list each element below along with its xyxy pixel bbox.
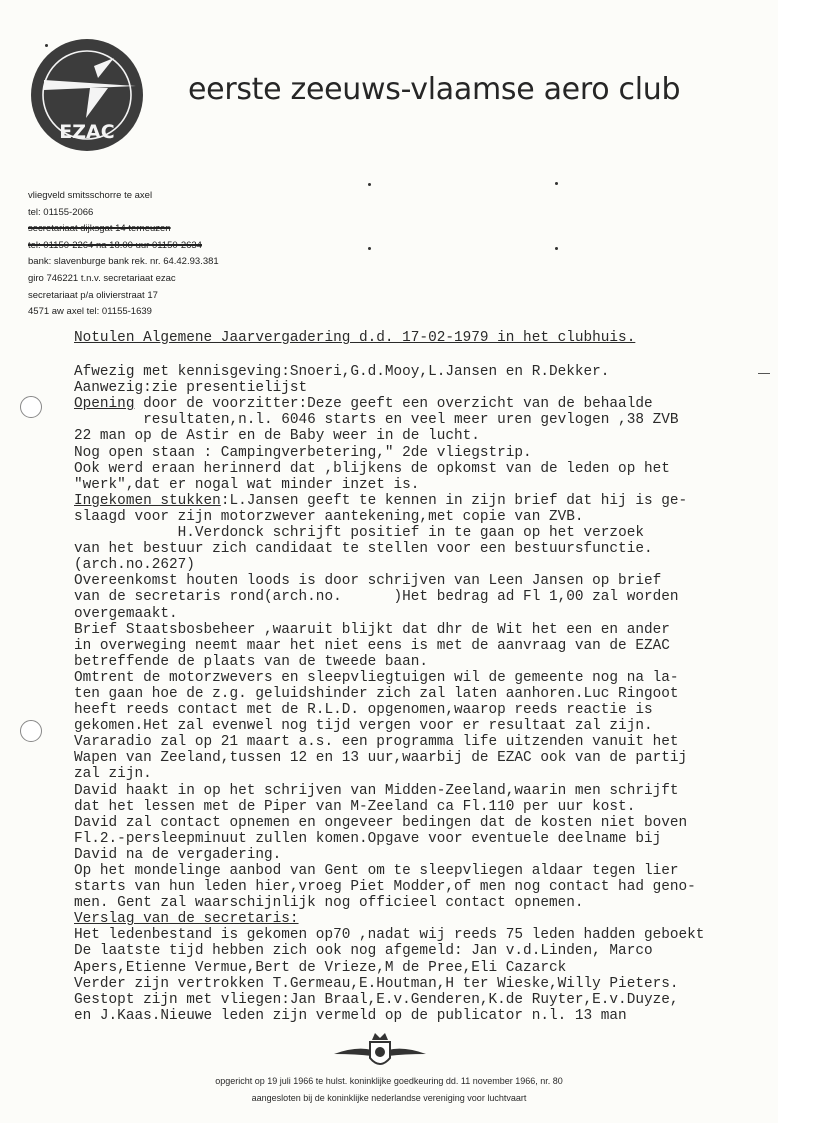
minutes-line [74, 815, 778, 831]
punch-hole [20, 720, 42, 742]
minutes-line [74, 364, 778, 380]
minutes-text: Apers,Etienne Vermue,Bert de Vrieze,M de Pree,Eli Cazarck [74, 959, 567, 976]
minutes-line [74, 960, 778, 976]
minutes-line [74, 557, 778, 573]
minutes-text: Op het mondelinge aanbod van Gent om te sleepvliegen aldaar tegen lier [74, 863, 679, 879]
minutes-title: Notulen Algemene Jaarvergadering d.d. 17-02-1979 in het clubhuis. [74, 330, 636, 346]
minutes-line [74, 461, 778, 477]
minutes-text: overgemaakt. [74, 605, 178, 622]
minutes-line [74, 670, 778, 686]
minutes-text: Brief Staatsbosbeheer ,waaruit blijkt dat dhr de Wit het een en ander [74, 621, 670, 638]
minutes-line [74, 428, 778, 444]
minutes-line [74, 799, 778, 815]
minutes-line [74, 654, 778, 670]
address-line: vliegveld smitsschorre te axel [28, 190, 153, 201]
minutes-line [74, 380, 778, 396]
minutes-text: resultaten,n.l. 6046 starts en veel meer uren gevlogen ,38 ZVB [143, 412, 679, 429]
section-heading: Opening [74, 396, 135, 413]
minutes-line [74, 783, 778, 799]
minutes-text: van het bestuur zich candidaat te stellen voor een bestuursfunctie. [74, 541, 653, 558]
minutes-text: Gestopt zijn met vliegen:Jan Braal,E.v.Genderen,K.de Ruyter,E.v.Duyze, [74, 991, 679, 1008]
minutes-line [74, 509, 778, 525]
speck [555, 247, 558, 250]
address-line: 4571 aw axel tel: 01155-1639 [28, 306, 152, 318]
indent [74, 412, 143, 428]
minutes-text: "werk",dat er nogal wat minder inzet is. [74, 476, 420, 493]
address-block [28, 188, 219, 321]
minutes-line [74, 718, 778, 734]
minutes-line [74, 702, 778, 718]
minutes-text: :L.Jansen geeft te kennen in zijn brief dat hij is ge- [220, 492, 688, 509]
minutes-text: ten gaan hoe de z.g. geluidshinder zich zal laten aanhoren.Luc Ringoot [74, 685, 679, 702]
footer-founding: opgericht op 19 juli 1966 te hulst. koninklijke goedkeuring dd. 11 november 1966, nr. 80 [215, 1076, 563, 1086]
minutes-line [74, 541, 778, 557]
minutes-text: Ook werd eraan herinnerd dat ,blijkens de opkomst van de leden op het [74, 460, 670, 477]
minutes-text: 22 man op de Astir en de Baby weer in de lucht. [74, 428, 480, 445]
address-line: bank: slavenburge bank rek. nr. 64.42.93.381 [28, 256, 219, 268]
minutes-text: men. Gent zal waarschijnlijk nog officieel contact opnemen. [74, 895, 584, 912]
minutes-line [74, 589, 778, 605]
indent [74, 525, 178, 541]
speck [45, 44, 48, 47]
minutes-line [74, 831, 778, 847]
minutes-line [74, 895, 778, 911]
minutes-text: Omtrent de motorzwevers en sleepvliegtuigen wil de gemeente nog na la- [74, 669, 679, 686]
section-heading: Ingekomen stukken [74, 492, 221, 509]
minutes-line [74, 734, 778, 750]
minutes-line [74, 847, 778, 863]
minutes-line [74, 943, 778, 959]
minutes-line [74, 525, 778, 541]
minutes-line [74, 766, 778, 782]
minutes-text: starts van hun leden hier,vroeg Piet Modder,of men nog contact had geno- [74, 879, 696, 896]
minutes-text: Verder zijn vertrokken T.Germeau,E.Houtman,H ter Wieske,Willy Pieters. [74, 975, 679, 992]
minutes-line [74, 750, 778, 766]
minutes-line [74, 606, 778, 622]
minutes-text: betreffende de plaats van de tweede baan. [74, 653, 429, 670]
minutes-line [74, 686, 778, 702]
minutes-line [74, 992, 778, 1008]
minutes-line [74, 622, 778, 638]
minutes-text: zal zijn. [74, 766, 152, 783]
knvvl-crest-icon [332, 1028, 428, 1076]
minutes-line [74, 911, 778, 927]
minutes-line [74, 445, 778, 461]
minutes-text: door de voorzitter:Deze geeft een overzicht van de behaalde [134, 396, 653, 413]
minutes-body [74, 330, 778, 1024]
section-heading: Verslag van de secretaris: [74, 911, 299, 928]
minutes-text: van de secretaris rond(arch.no. )Het bedrag ad Fl 1,00 zal worden [74, 589, 679, 606]
minutes-text: gekomen.Het zal evenwel nog tijd vergen voor er resultaat zal zijn. [74, 718, 653, 735]
minutes-text: David haakt in op het schrijven van Midden-Zeeland,waarin men schrijft [74, 782, 679, 799]
minutes-text: H.Verdonck schrijft positief in te gaan op het verzoek [177, 525, 644, 542]
minutes-line [74, 493, 778, 509]
minutes-line [74, 412, 778, 428]
speck [368, 247, 371, 250]
address-line-struck: tel: 01150-2264 na 18.00 uur 01150-2634 [28, 239, 202, 251]
club-name: eerste zeeuws-vlaamse aero club [188, 72, 681, 107]
minutes-line [74, 927, 778, 943]
address-line: tel: 01155-2066 [28, 206, 94, 218]
minutes-text: David zal contact opnemen en ongeveer bedingen dat de kosten niet boven [74, 814, 688, 831]
minutes-line [74, 573, 778, 589]
minutes-text: en J.Kaas.Nieuwe leden zijn vermeld op de publicator n.l. 13 man [74, 1007, 627, 1024]
minutes-line [74, 879, 778, 895]
minutes-line [74, 396, 778, 412]
minutes-text: Aanwezig:zie presentielijst [74, 380, 308, 397]
minutes-text: Fl.2.-persleepminuut zullen komen.Opgave voor eventuele deelname bij [74, 830, 662, 847]
speck [555, 182, 558, 185]
address-line-struck: secretariaat dijksgat 14 terneuzen [28, 223, 171, 235]
ezac-logo-icon [30, 38, 144, 152]
minutes-line [74, 976, 778, 992]
logo-text: EZAC [59, 121, 115, 143]
minutes-line [74, 477, 778, 493]
minutes-text: in overweging neemt maar het niet eens is met de aanvraag van de EZAC [74, 637, 670, 654]
footer-affiliation: aangesloten bij de koninklijke nederlandse vereniging voor luchtvaart [251, 1093, 527, 1103]
minutes-text: Het ledenbestand is gekomen op70 ,nadat wij reeds 75 leden hadden geboekt [74, 927, 705, 944]
address-line: secretariaat p/a olivierstraat 17 [28, 289, 158, 301]
minutes-text: Wapen van Zeeland,tussen 12 en 13 uur,waarbij de EZAC ook van de partij [74, 750, 688, 767]
minutes-line [74, 638, 778, 654]
address-line: giro 746221 t.n.v. secretariaat ezac [28, 272, 176, 284]
punch-hole [20, 396, 42, 418]
minutes-text: Nog open staan : Campingverbetering," 2de vliegstrip. [74, 444, 532, 461]
minutes-line [74, 863, 778, 879]
minutes-text: heeft reeds contact met de R.L.D. opgenomen,waarop reeds reactie is [74, 702, 653, 719]
minutes-text: Vararadio zal op 21 maart a.s. een programma life uitzenden vanuit het [74, 734, 679, 751]
minutes-text: De laatste tijd hebben zich ook nog afgemeld: Jan v.d.Linden, Marco [74, 943, 653, 960]
minutes-text: Afwezig met kennisgeving:Snoeri,G.d.Mooy,L.Jansen en R.Dekker. [74, 364, 610, 381]
minutes-line [74, 1008, 778, 1024]
minutes-text: Overeenkomst houten loods is door schrijven van Leen Jansen op brief [74, 573, 662, 590]
minutes-text: David na de vergadering. [74, 846, 282, 863]
minutes-text: dat het lessen met de Piper van M-Zeeland ca Fl.110 per uur kost. [74, 798, 636, 815]
minutes-text: (arch.no.2627) [74, 557, 195, 574]
minutes-text: slaagd voor zijn motorzwever aantekening,met copie van ZVB. [74, 508, 584, 525]
speck [368, 183, 371, 186]
